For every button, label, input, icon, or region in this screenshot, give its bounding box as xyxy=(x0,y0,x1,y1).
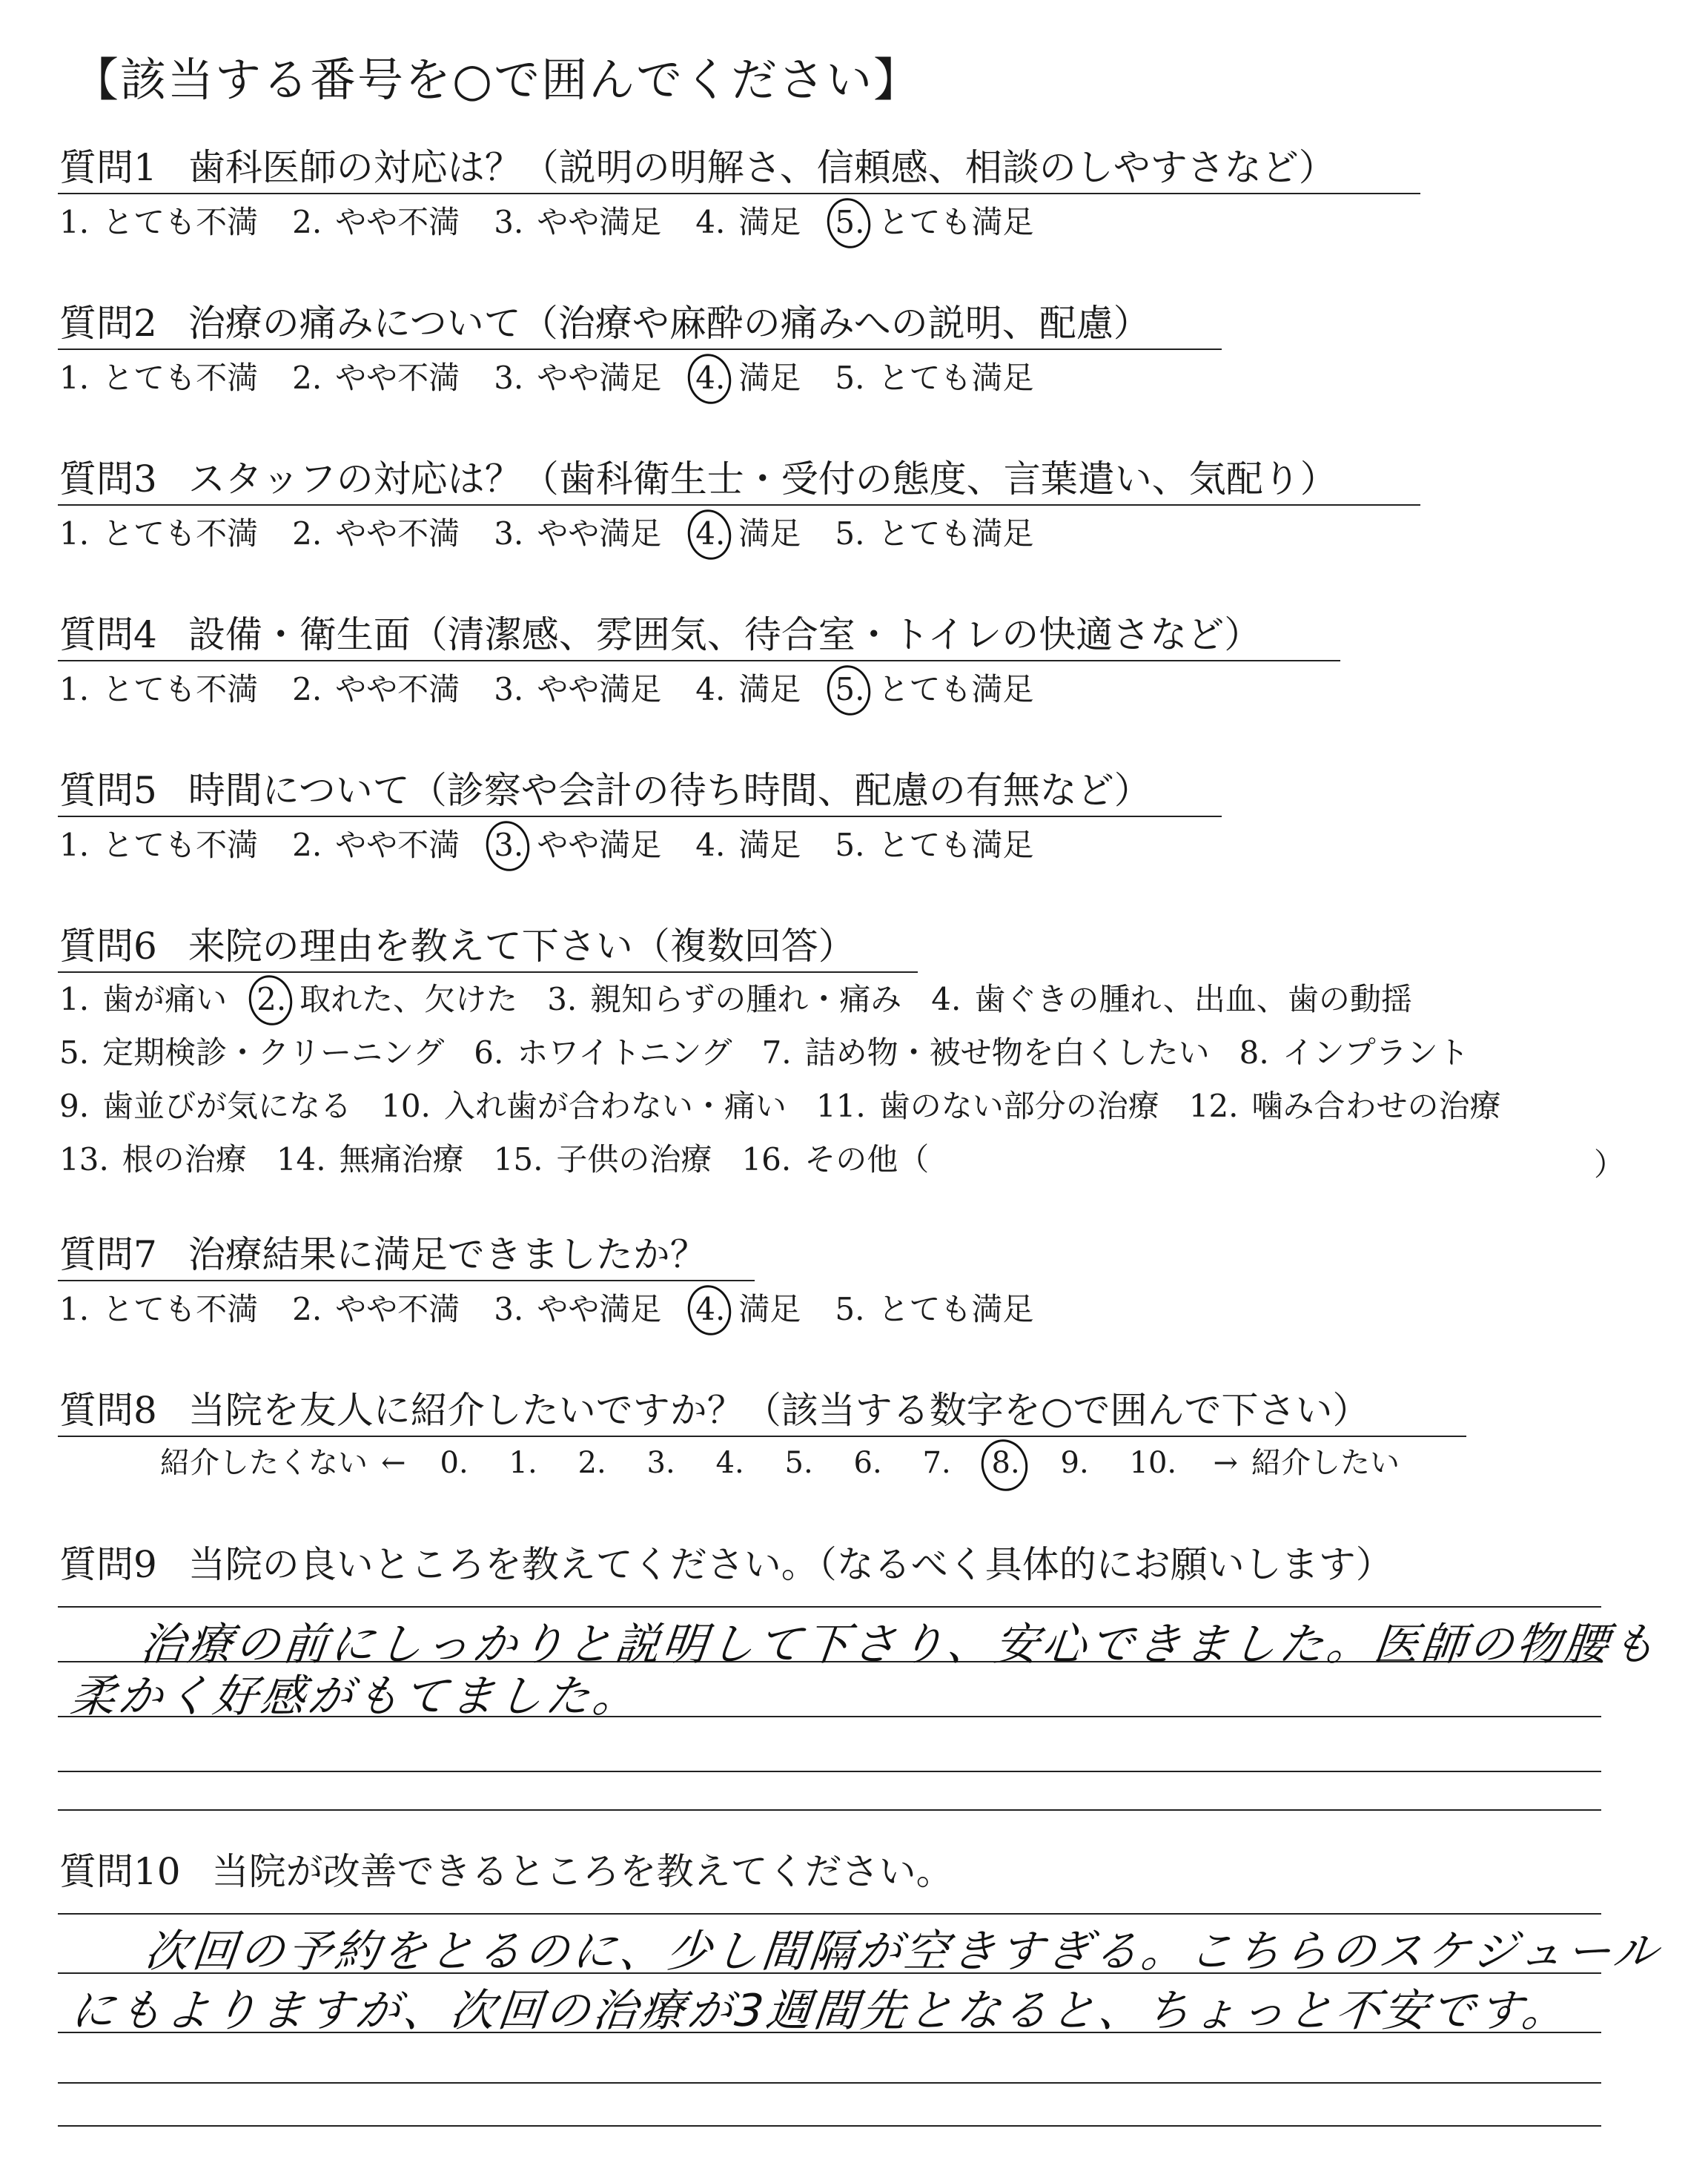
option-number: 3. xyxy=(494,204,524,240)
question-number: 質問7 xyxy=(59,1233,157,1276)
question-1-underline xyxy=(58,193,1420,194)
question-text: 歯科医師の対応は？（説明の明解さ、信頼感、相談のしやすさなど） xyxy=(188,146,1336,189)
option-label: 親知らずの腫れ・痛み xyxy=(590,981,902,1017)
question-3-underline xyxy=(58,504,1420,506)
question-3-title xyxy=(59,457,1345,501)
option-3 xyxy=(494,515,661,553)
option-number: 5. xyxy=(835,204,865,240)
question-7-underline xyxy=(58,1280,755,1281)
option-label: やや満足 xyxy=(537,204,662,240)
question-1-title xyxy=(59,145,1343,190)
question-6-underline xyxy=(58,971,918,973)
option-number: 1. xyxy=(59,515,90,552)
option-number: 7. xyxy=(761,1034,792,1071)
option-2 xyxy=(292,359,460,397)
option-number: 5. xyxy=(59,1034,90,1071)
scale-number: 4. xyxy=(715,1446,744,1480)
question-7-title xyxy=(59,1232,715,1277)
option-label: 入れ歯が合わない・痛い xyxy=(443,1088,787,1124)
answer-line xyxy=(58,2125,1601,2127)
option-4-circled xyxy=(695,515,801,553)
reason-option xyxy=(381,1087,787,1126)
option-number: 4. xyxy=(695,204,726,240)
question-10-title xyxy=(59,1849,961,1894)
option-number: 10. xyxy=(381,1088,431,1124)
option-number: 2. xyxy=(292,204,322,240)
option-label: ホワイトニング xyxy=(517,1034,732,1071)
option-3-circled xyxy=(494,826,661,865)
option-label: 歯のない部分の治療 xyxy=(878,1088,1159,1124)
scale-number: 0. xyxy=(440,1446,469,1480)
question-number: 質問8 xyxy=(59,1389,157,1432)
option-5-circled xyxy=(835,203,1033,242)
question-text: 設備・衛生面（清潔感、雰囲気、待合室・トイレの快適さなど） xyxy=(188,613,1262,656)
option-label: とても不満 xyxy=(102,1291,259,1327)
reason-option xyxy=(59,1087,351,1126)
answer-line xyxy=(58,1809,1601,1811)
option-1 xyxy=(59,515,258,553)
option-number: 3. xyxy=(494,827,524,863)
scale-number: 1. xyxy=(509,1446,537,1480)
option-number: 5. xyxy=(835,671,865,707)
question-text: 来院の理由を教えて下さい（複数回答） xyxy=(188,925,855,968)
question-5-options xyxy=(59,826,1068,865)
option-number: 1. xyxy=(59,981,90,1017)
reason-option xyxy=(277,1140,464,1179)
scale-right-label: 紹介したい xyxy=(1251,1446,1400,1480)
option-number: 3. xyxy=(494,1291,524,1327)
question-text: 当院が改善できるところを教えてください。 xyxy=(211,1850,953,1893)
option-label: 満足 xyxy=(738,204,801,240)
option-number: 1. xyxy=(59,1291,90,1327)
option-label: 無痛治療 xyxy=(339,1141,464,1178)
reason-option xyxy=(474,1034,732,1072)
option-label: 歯が痛い xyxy=(102,981,228,1017)
option-label: やや満足 xyxy=(537,1291,662,1327)
option-label: とても満足 xyxy=(878,204,1034,240)
option-5 xyxy=(835,359,1033,397)
option-number: 4. xyxy=(695,360,726,396)
option-1 xyxy=(59,826,258,865)
option-number: 1. xyxy=(59,827,90,863)
option-5-circled xyxy=(835,670,1033,709)
option-2 xyxy=(292,203,460,242)
option-number: 1. xyxy=(59,360,90,396)
option-label: とても不満 xyxy=(102,204,259,240)
option-label: 定期検診・クリーニング xyxy=(102,1034,445,1071)
option-1 xyxy=(59,670,258,709)
question-text: 治療の痛みについて（治療や麻酔の痛みへの説明、配慮） xyxy=(188,302,1151,345)
question-number: 質問9 xyxy=(59,1543,157,1586)
option-number: 1. xyxy=(59,671,90,707)
reason-option-circled xyxy=(256,980,517,1019)
option-number: 5. xyxy=(835,1291,865,1327)
option-label: やや満足 xyxy=(537,671,662,707)
option-number: 3. xyxy=(494,671,524,707)
option-label: 歯並びが気になる xyxy=(102,1088,352,1124)
option-label: とても満足 xyxy=(878,360,1034,396)
option-number: 1. xyxy=(59,204,90,240)
option-label: 詰め物・被せ物を白くしたい xyxy=(804,1034,1210,1071)
question-9-answer-line-2: 柔かく好感がもてました。 xyxy=(67,1671,643,1723)
option-1 xyxy=(59,359,258,397)
option-label: やや満足 xyxy=(537,515,662,552)
question-9-title xyxy=(59,1542,1400,1587)
question-text: 当院を友人に紹介したいですか？（該当する数字を○で囲んで下さい） xyxy=(188,1389,1370,1432)
option-number: 9. xyxy=(59,1088,90,1124)
question-6-row-3 xyxy=(59,1087,1531,1126)
question-number: 質問4 xyxy=(59,613,157,656)
scale-numbers xyxy=(440,1444,1199,1482)
scale-number: 9. xyxy=(1060,1446,1089,1480)
question-number: 質問1 xyxy=(59,146,157,189)
question-number: 質問3 xyxy=(59,458,157,501)
option-number: 6. xyxy=(474,1034,504,1071)
option-label: とても満足 xyxy=(878,515,1034,552)
reason-option xyxy=(931,980,1412,1019)
option-label: とても不満 xyxy=(102,515,259,552)
option-label: やや不満 xyxy=(335,827,460,863)
left-arrow: ← xyxy=(381,1446,406,1480)
question-6-row-4 xyxy=(59,1140,959,1179)
option-4 xyxy=(695,203,801,242)
option-number: 4. xyxy=(931,981,961,1017)
option-number: 3. xyxy=(494,360,524,396)
reason-option xyxy=(59,1140,247,1179)
question-10-answer-line-1: 次回の予約をとるのに、少し間隔が空きすぎる。こちらのスケジュール xyxy=(142,1926,1664,1978)
answer-line xyxy=(58,1771,1601,1772)
option-label: 歯ぐきの腫れ、出血、歯の動揺 xyxy=(974,981,1412,1017)
option-label: とても満足 xyxy=(878,1291,1034,1327)
option-number: 2. xyxy=(292,1291,322,1327)
right-arrow: → xyxy=(1213,1446,1239,1480)
option-label: とても不満 xyxy=(102,671,259,707)
option-label: やや不満 xyxy=(335,671,460,707)
question-text: スタッフの対応は？（歯科衛生士・受付の態度、言葉遣い、気配り） xyxy=(188,458,1337,501)
option-label: とても不満 xyxy=(102,360,259,396)
option-5 xyxy=(835,515,1033,553)
question-10-answer-line-2: にもよりますが、次回の治療が3週間先となると、ちょっと不安です。 xyxy=(67,1985,1572,2037)
question-4-title xyxy=(59,612,1268,657)
question-4-underline xyxy=(58,660,1340,661)
option-number: 15. xyxy=(493,1141,543,1178)
option-label: とても不満 xyxy=(102,827,259,863)
option-4 xyxy=(695,826,801,865)
option-number: 5. xyxy=(835,515,865,552)
option-label: やや不満 xyxy=(335,515,460,552)
reason-option xyxy=(762,1034,1210,1072)
option-number: 4. xyxy=(695,515,726,552)
question-7-options xyxy=(59,1290,1068,1329)
option-number: 4. xyxy=(695,827,726,863)
option-label: やや不満 xyxy=(335,1291,460,1327)
scale-number: 6. xyxy=(853,1446,882,1480)
option-number: 14. xyxy=(276,1141,326,1178)
option-2 xyxy=(292,670,460,709)
referral-scale xyxy=(160,1444,1400,1482)
option-1 xyxy=(59,1290,258,1329)
option-number: 5. xyxy=(835,360,865,396)
question-5-title xyxy=(59,768,1159,813)
scale-left-label: 紹介したくない xyxy=(160,1446,368,1480)
question-2-title xyxy=(59,301,1158,346)
question-2-underline xyxy=(58,349,1222,350)
question-text: 当院の良いところを教えてください。（なるべく具体的にお願いします） xyxy=(188,1543,1393,1586)
question-number: 質問6 xyxy=(59,925,157,968)
option-number: 8. xyxy=(1239,1034,1269,1071)
question-1-options xyxy=(59,203,1068,242)
option-label: その他（ xyxy=(804,1141,930,1178)
option-number: 11. xyxy=(815,1088,866,1124)
scale-number: 3. xyxy=(646,1446,675,1480)
option-label: とても満足 xyxy=(878,671,1034,707)
option-label: 取れた、欠けた xyxy=(299,981,518,1017)
option-4 xyxy=(695,670,801,709)
question-number: 質問10 xyxy=(59,1850,181,1893)
question-text: 時間について（診察や会計の待ち時間、配慮の有無など） xyxy=(188,769,1151,812)
option-number: 3. xyxy=(494,515,524,552)
scale-number: 2. xyxy=(577,1446,606,1480)
option-label: 根の治療 xyxy=(122,1141,247,1178)
reason-option xyxy=(816,1087,1159,1126)
question-2-options xyxy=(59,359,1068,397)
option-number: 2. xyxy=(292,671,322,707)
option-label: 満足 xyxy=(738,671,801,707)
option-label: 子供の治療 xyxy=(556,1141,712,1178)
reason-option xyxy=(741,1140,929,1179)
option-4-circled xyxy=(695,359,801,397)
question-6-title xyxy=(59,924,863,968)
question-8-underline xyxy=(58,1436,1466,1437)
scale-number: 10. xyxy=(1129,1446,1177,1480)
option-3 xyxy=(494,670,661,709)
reason-option xyxy=(494,1140,712,1179)
option-number: 2. xyxy=(256,981,287,1017)
reason-option xyxy=(547,980,901,1019)
option-label: 満足 xyxy=(738,1291,801,1327)
question-4-options xyxy=(59,670,1068,709)
option-label: インプラント xyxy=(1282,1034,1469,1071)
reason-option xyxy=(1189,1087,1501,1126)
option-label: やや不満 xyxy=(335,204,460,240)
option-3 xyxy=(494,1290,661,1329)
option-label: やや満足 xyxy=(537,827,662,863)
option-number: 4. xyxy=(695,671,726,707)
question-9-answer-line-1: 治療の前にしっかりと説明して下さり、安心できました。医師の物腰も xyxy=(137,1619,1662,1671)
option-number: 3. xyxy=(547,981,577,1017)
option-number: 16. xyxy=(741,1141,792,1178)
option-label: とても満足 xyxy=(878,827,1034,863)
option-5 xyxy=(835,1290,1033,1329)
instruction-header: 【該当する番号を○で囲んでください】 xyxy=(73,53,921,107)
option-1 xyxy=(59,203,258,242)
option-label: 満足 xyxy=(738,827,801,863)
option-2 xyxy=(292,826,460,865)
scale-number: 7. xyxy=(922,1446,951,1480)
option-number: 5. xyxy=(835,827,865,863)
other-close-paren: ） xyxy=(1594,1146,1626,1183)
option-number: 4. xyxy=(695,1291,726,1327)
question-number: 質問5 xyxy=(59,769,157,812)
answer-line xyxy=(58,1913,1601,1915)
question-5-underline xyxy=(58,816,1222,817)
question-6-row-2 xyxy=(59,1034,1499,1072)
question-3-options xyxy=(59,515,1068,553)
option-number: 2. xyxy=(292,360,322,396)
option-5 xyxy=(835,826,1033,865)
answer-line xyxy=(58,2082,1601,2084)
question-8-title xyxy=(59,1388,1377,1433)
scale-number-circled: 8. xyxy=(992,1444,1061,1482)
reason-option xyxy=(59,980,227,1019)
question-6-row-1 xyxy=(59,980,1442,1019)
option-number: 13. xyxy=(59,1141,109,1178)
option-number: 2. xyxy=(292,515,322,552)
option-number: 12. xyxy=(1188,1088,1239,1124)
reason-option xyxy=(1239,1034,1469,1072)
option-label: 満足 xyxy=(738,515,801,552)
option-3 xyxy=(494,203,661,242)
option-number: 2. xyxy=(292,827,322,863)
option-label: 噛み合わせの治療 xyxy=(1251,1088,1501,1124)
option-2 xyxy=(292,1290,460,1329)
option-2 xyxy=(292,515,460,553)
option-3 xyxy=(494,359,661,397)
question-number: 質問2 xyxy=(59,302,157,345)
reason-option xyxy=(59,1034,444,1072)
option-label: やや満足 xyxy=(537,360,662,396)
option-label: やや不満 xyxy=(335,360,460,396)
answer-line xyxy=(58,1606,1601,1608)
option-4-circled xyxy=(695,1290,801,1329)
scale-number: 5. xyxy=(784,1446,813,1480)
option-label: 満足 xyxy=(738,360,801,396)
question-text: 治療結果に満足できましたか？ xyxy=(188,1233,707,1276)
